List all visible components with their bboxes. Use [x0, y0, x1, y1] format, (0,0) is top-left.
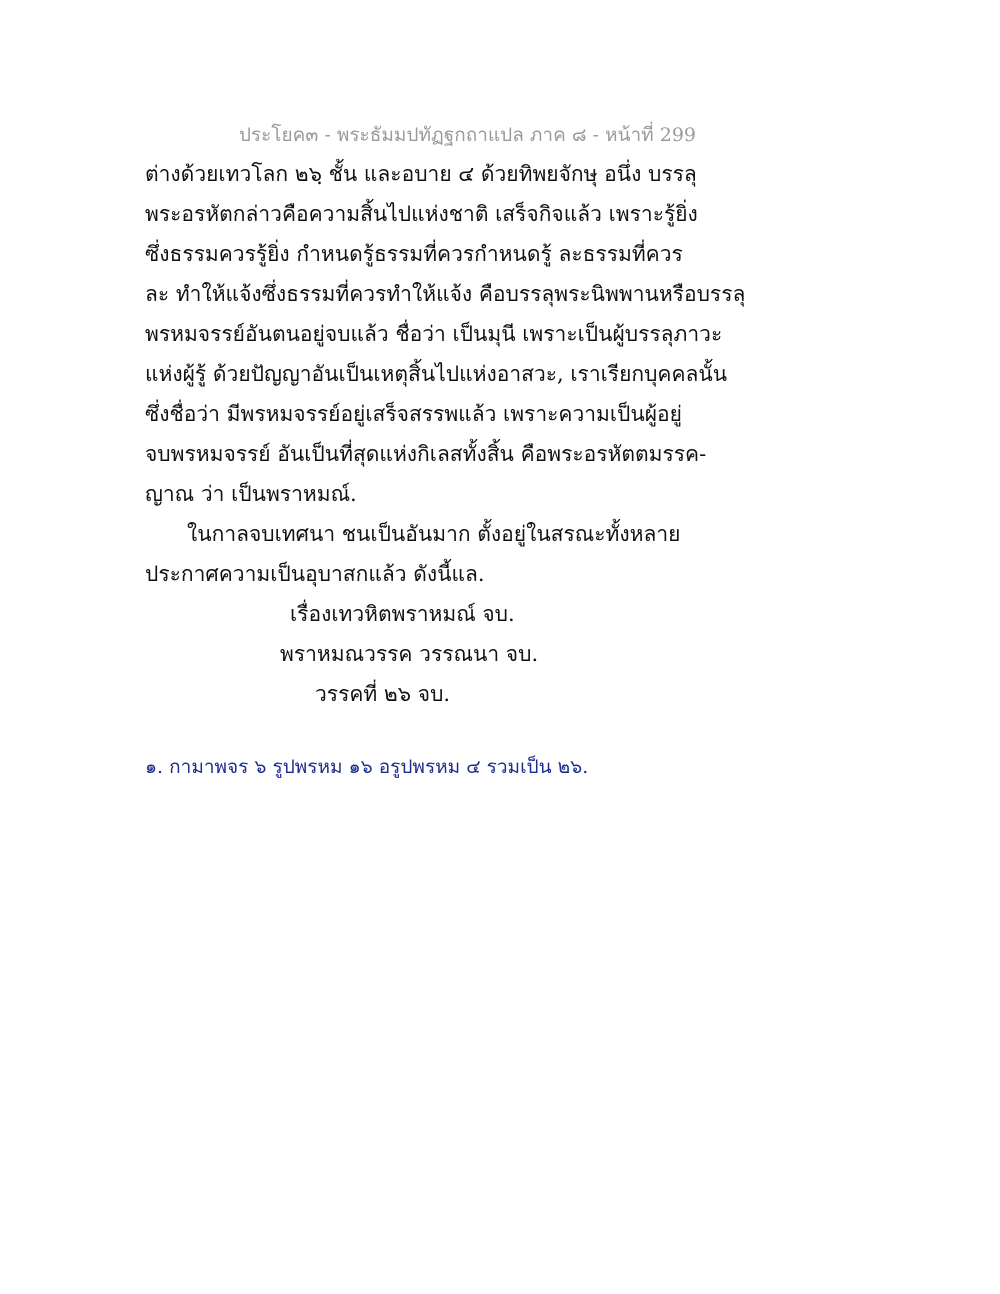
- body-line-3: ซึ่งธรรมควรรู้ยิ่ง กำหนดรู้ธรรมที่ควรกำหนดรู้ ละธรรมที่ควร: [145, 242, 683, 266]
- body-line-10: ในกาลจบเทศนา ชนเป็นอันมาก ตั้งอยู่ในสรณะทั้งหลาย: [187, 522, 681, 546]
- body-line-1: ต่างด้วยเทวโลก ๒๖ฺ ชั้น และอบาย ๔ ด้วยทิพยจักษุ อนึ่ง บรรลุ: [145, 162, 697, 186]
- body-line-6: แห่งผู้รู้ ด้วยปัญญาอันเป็นเหตุสิ้นไปแห่งอาสวะ, เราเรียกบุคคลนั้น: [145, 362, 728, 386]
- body-line-9: ญาณ ว่า เป็นพราหมณ์.: [145, 482, 357, 506]
- colophon-story-end: เรื่องเทวหิตพราหมณ์ จบ.: [290, 602, 515, 626]
- running-header: ประโยค๓ - พระธัมมปทัฏฐกถาแปล ภาค ๘ - หน้าที่ 299: [238, 124, 696, 146]
- colophon-chapter-end: พราหมณวรรค วรรณนา จบ.: [280, 642, 539, 666]
- colophon-vagga-end: วรรคที่ ๒๖ จบ.: [315, 682, 451, 706]
- body-text: [145, 154, 746, 714]
- body-line-5: พรหมจรรย์อันตนอยู่จบแล้ว ชื่อว่า เป็นมุนี เพราะเป็นผู้บรรลุภาวะ: [145, 322, 723, 346]
- body-line-11: ประกาศความเป็นอุบาสกแล้ว ดังนี้แล.: [145, 562, 485, 586]
- footnote: ๑. กามาพจร ๖ รูปพรหม ๑๖ อรูปพรหม ๔ รวมเป็น ๒๖.: [145, 756, 589, 778]
- body-line-2: พระอรหัตกล่าวคือความสิ้นไปแห่งชาติ เสร็จกิจแล้ว เพราะรู้ยิ่ง: [145, 202, 698, 226]
- body-line-4: ละ ทำให้แจ้งซึ่งธรรมที่ควรทำให้แจ้ง คือบรรลุพระนิพพานหรือบรรลุ: [145, 282, 746, 306]
- body-line-8: จบพรหมจรรย์ อันเป็นที่สุดแห่งกิเลสทั้งสิ้น คือพระอรหัตตมรรค-: [145, 442, 707, 466]
- body-line-7: ซึ่งชื่อว่า มีพรหมจรรย์อยู่เสร็จสรรพแล้ว เพราะความเป็นผู้อยู่: [145, 402, 682, 426]
